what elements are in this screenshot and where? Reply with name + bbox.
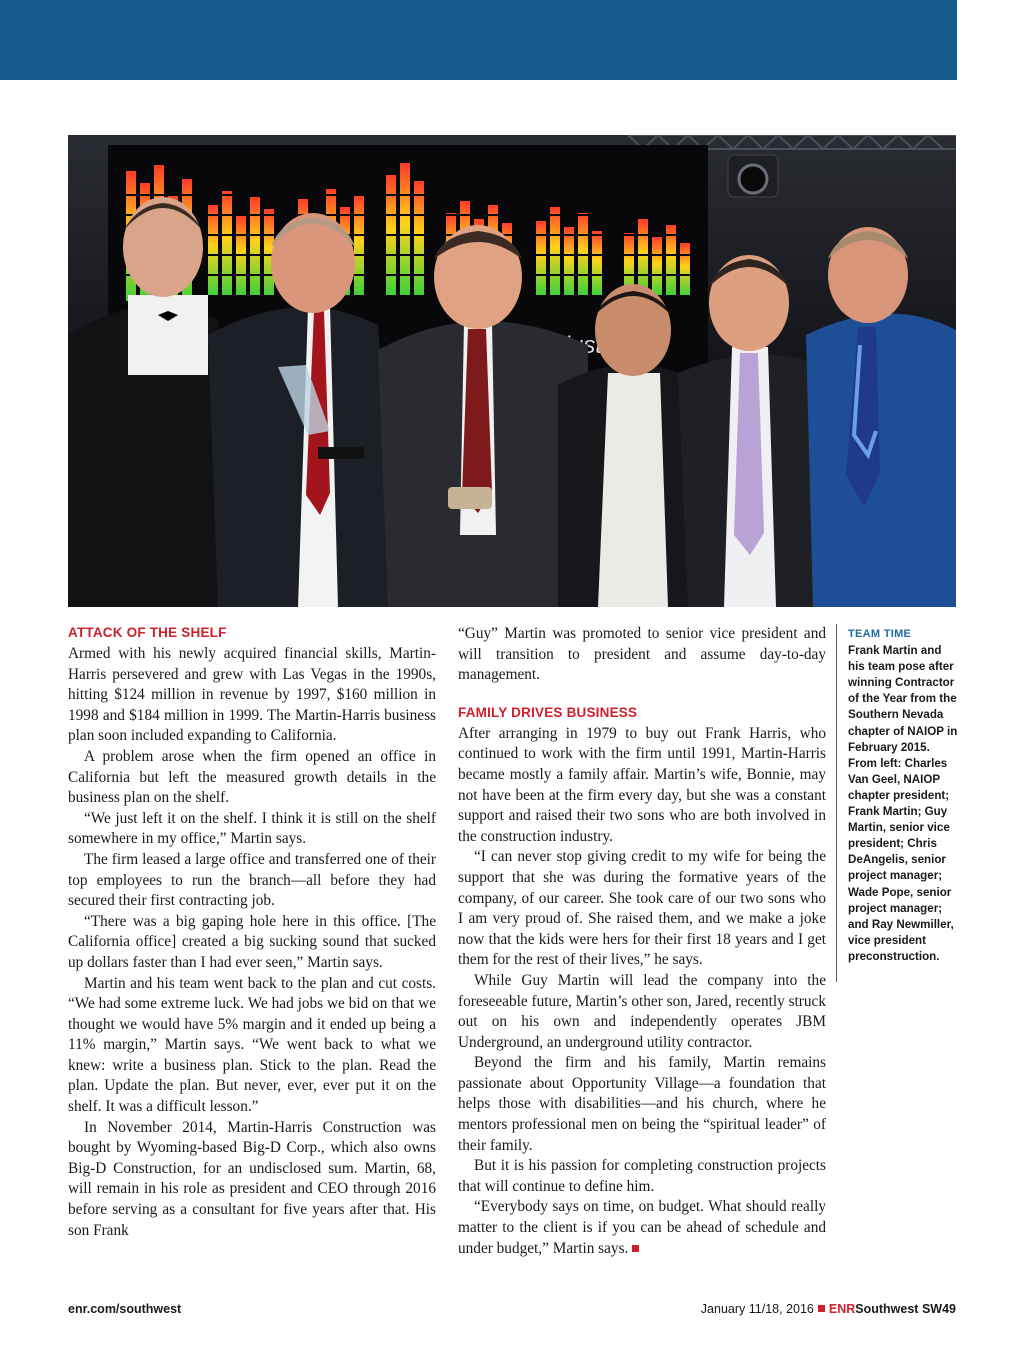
paragraph: A problem arose when the firm opened an office in California but left the measured growth details in the business plan on the shelf.	[68, 747, 436, 807]
footer-section: Southwest	[855, 1302, 919, 1316]
page-footer	[0, 1302, 1024, 1322]
caption-kicker: TEAM TIME	[848, 628, 912, 640]
footer-folio	[701, 1302, 956, 1316]
paragraph: “I can never stop giving credit to my wife for being the support that she was during the formative years of the company, of our career. She took care of our two sons who I am very proud of. She raised them, and we make a joke now that the kids were hers for their first 18 years and I get them for the rest of their lives,” he says.	[458, 848, 826, 969]
paragraph: In November 2014, Martin-Harris Construction was bought by Wyoming-based Big-D Corp., which also owns Big-D Construction, for an undisclosed sum. Martin, 68, will remain in his role as president and CEO through 2016 before serving as a consultant for five years after that. His son Frank	[68, 1118, 436, 1239]
team-award-photo	[68, 135, 956, 607]
section-heading-attack-of-the-shelf: ATTACK OF THE SHELF	[68, 625, 227, 640]
paragraph: While Guy Martin will lead the company into the foreseeable future, Martin’s other son, Jared, recently struck out on his own and independently operates JBM Underground, an underground utility contractor.	[458, 971, 826, 1051]
article-column-1	[68, 624, 436, 1241]
footer-brand: ENR	[828, 1302, 856, 1316]
paragraph: After arranging in 1979 to buy out Frank Harris, who continued to work with the firm until 1991, Martin-Harris became mostly a family affair. Martin’s wife, Bonnie, may not have been at the firm every day, but she was a constant support and raised their two sons who are both involved in the construction industry.	[458, 724, 826, 845]
paragraph: But it is his passion for completing construction projects that will continue to define him.	[458, 1157, 826, 1195]
photo-caption	[848, 626, 960, 965]
article-column-2	[458, 624, 826, 1259]
bullet-square-icon	[818, 1305, 825, 1312]
paragraph: The firm leased a large office and transferred one of their top employees to run the branch—all before they had secured their first contracting job.	[68, 850, 436, 910]
paragraph: Martin and his team went back to the plan and cut costs. “We had some extreme luck. We had jobs we bid on that we thought we would have 5% margin and it ended up being a 11% margin,” Martin says. “We went back to what we knew: write a business plan. Stick to the plan. Read the plan. Update the plan. But never, ever, ever put it on the shelf. It was a difficult lesson.”	[68, 974, 436, 1116]
footer-url: enr.com/southwest	[68, 1302, 182, 1316]
page-number: SW49	[921, 1302, 956, 1316]
caption-text: Frank Martin and his team pose after winning Contractor of the Year from the Southern Nevada chapter of NAIOP in February 2015. From left: Charles Van Geel, NAIOP chapter president; Frank Martin; Guy Martin, senior vice president; Chris DeAngelis, senior project manager; Wade Pope, senior project manager; and Ray Newmiller, vice president preconstruction.	[848, 644, 958, 963]
paragraph: “There was a big gaping hole here in this office. [The California office] created a big sucking sound that sucked up dollars faster than I had ever seen,” Martin says.	[68, 912, 436, 971]
end-of-article-icon	[632, 1245, 639, 1252]
paragraph: “We just left it on the shelf. I think it is still on the shelf somewhere in my office,” Martin says.	[68, 809, 436, 848]
paragraph-text: “Everybody says on time, on budget. What should really matter to the client is if you can be ahead of schedule and under budget,” Martin says.	[458, 1198, 826, 1257]
award-photo-illustration	[68, 135, 956, 607]
section-heading-family-drives-business: FAMILY DRIVES BUSINESS	[458, 704, 638, 720]
header-color-bar	[0, 0, 957, 80]
paragraph-last	[458, 1197, 826, 1259]
footer-date: January 11/18, 2016	[700, 1302, 814, 1316]
column-divider	[836, 624, 837, 982]
paragraph: Armed with his newly acquired financial skills, Martin-Harris persevered and grew with Las Vegas in the 1990s, hitting $124 million in revenue by 1997, $160 million in 1998 and $184 million in 1999. The Martin-Harris business plan soon included expanding to California.	[68, 645, 436, 745]
paragraph: Beyond the firm and his family, Martin remains passionate about Opportunity Village—a foundation that helps those with disabilities—and his church, where he mentors professional men on being the “spiritual leader” of their family.	[458, 1054, 826, 1154]
paragraph-continued: “Guy” Martin was promoted to senior vice president and will transition to president and assume day-to-day management.	[458, 625, 826, 684]
